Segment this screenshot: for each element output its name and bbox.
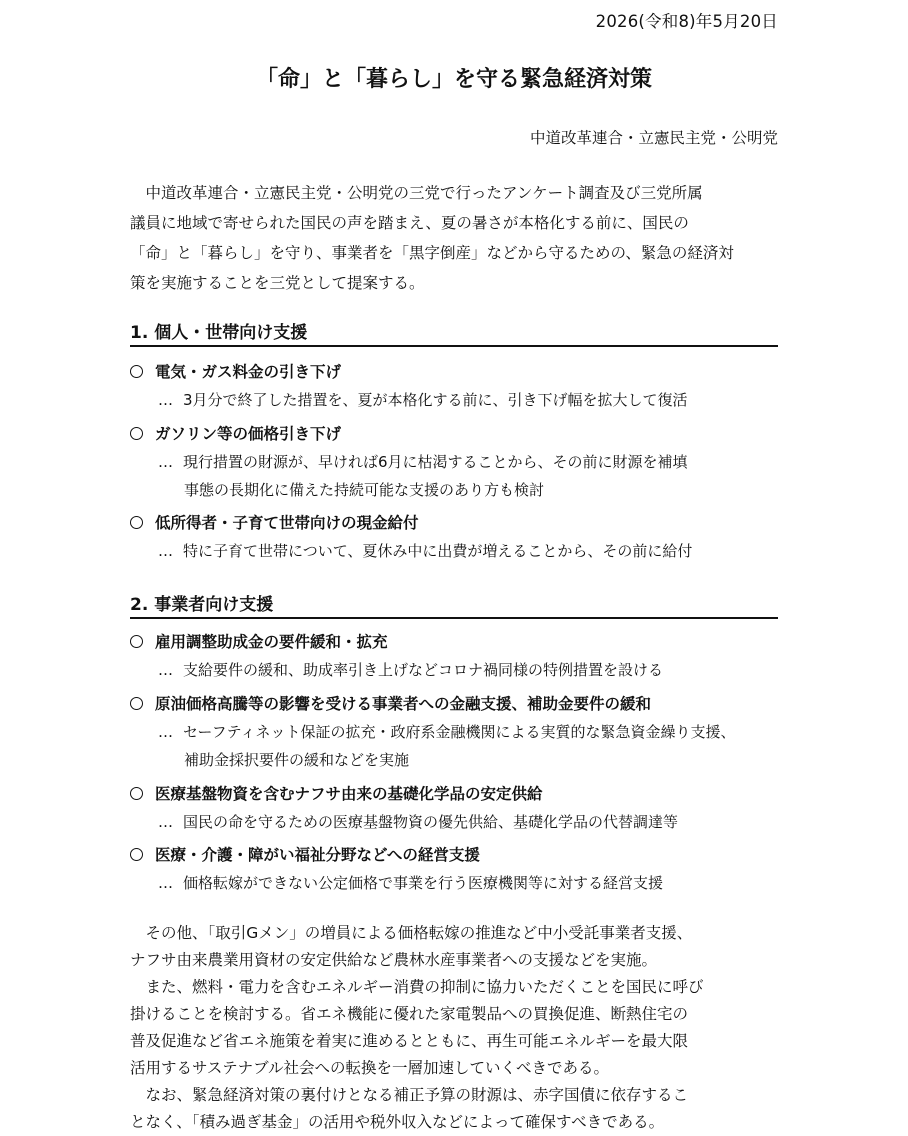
ellipsis-marker: … xyxy=(158,453,173,471)
detail-text: セーフティネット保証の拡充・政府系金融機関による実質的な緊急資金繰り支援、 xyxy=(183,723,736,741)
detail-line xyxy=(158,718,790,746)
ellipsis-marker: … xyxy=(158,813,173,831)
circle-bullet-icon xyxy=(130,365,143,378)
ellipsis-marker: … xyxy=(158,874,173,892)
circle-bullet-icon xyxy=(130,635,143,648)
detail-line xyxy=(158,869,790,897)
closing-line: ナフサ由来農業用資材の安定供給など農林水産事業者への支援などを実施。 xyxy=(130,951,658,969)
list-item xyxy=(130,630,790,684)
intro-line: 「命」と「暮らし」を守り、事業者を「黒字倒産」などから守るための、緊急の経済対 xyxy=(130,244,734,262)
list-item xyxy=(130,843,790,897)
document-authors: 中道改革連合・立憲民主党・公明党 xyxy=(529,129,778,147)
closing-line: なお、緊急経済対策の裏付けとなる補正予算の財源は、赤字国債に依存するこ xyxy=(130,1086,689,1104)
detail-text: 国民の命を守るための医療基盤物資の優先供給、基礎化学品の代替調達等 xyxy=(183,813,679,831)
list-item xyxy=(130,511,790,565)
circle-bullet-icon xyxy=(130,516,143,529)
closing-line: 掛けることを検討する。省エネ機能に優れた家電製品への買換促進、断熱住宅の xyxy=(130,1005,689,1023)
item-title-text: ガソリン等の価格引き下げ xyxy=(155,425,342,443)
item-title-text: 電気・ガス料金の引き下げ xyxy=(155,363,342,381)
item-title xyxy=(130,511,790,533)
ellipsis-marker: … xyxy=(158,661,173,679)
item-detail xyxy=(130,718,790,774)
circle-bullet-icon xyxy=(130,787,143,800)
item-title-text: 低所得者・子育て世帯向けの現金給付 xyxy=(155,514,419,532)
document-date: 2026(令和8)年5月20日 xyxy=(595,12,778,31)
detail-text: 価格転嫁ができない公定価格で事業を行う医療機関等に対する経営支援 xyxy=(183,874,664,892)
detail-line xyxy=(158,808,790,836)
item-title xyxy=(130,630,790,652)
ellipsis-marker: … xyxy=(158,391,173,409)
intro-line: 中道改革連合・立憲民主党・公明党の三党で行ったアンケート調査及び三党所属 xyxy=(130,184,703,202)
detail-line xyxy=(158,537,790,565)
circle-bullet-icon xyxy=(130,427,143,440)
list-item xyxy=(130,360,790,414)
item-title-text: 医療・介護・障がい福祉分野などへの経営支援 xyxy=(155,846,480,864)
item-title xyxy=(130,422,790,444)
intro-paragraph xyxy=(130,178,780,298)
item-detail xyxy=(130,869,790,897)
intro-line: 議員に地域で寄せられた国民の声を踏まえ、夏の暑さが本格化する前に、国民の xyxy=(130,214,689,232)
closing-line: 普及促進など省エネ施策を着実に進めるとともに、再生可能エネルギーを最大限 xyxy=(130,1032,689,1050)
closing-paragraphs xyxy=(130,920,780,1136)
item-detail xyxy=(130,537,790,565)
closing-line: となく、「積み過ぎ基金」の活用や税外収入などによって確保すべきである。 xyxy=(130,1113,665,1131)
list-item xyxy=(130,782,790,836)
item-detail xyxy=(130,386,790,414)
detail-line xyxy=(158,448,790,476)
intro-line: 策を実施することを三党として提案する。 xyxy=(130,274,425,292)
closing-line: その他、「取引Gメン」の増員による価格転嫁の推進など中小受託事業者支援、 xyxy=(130,924,693,942)
detail-text: 特に子育て世帯について、夏休み中に出費が増えることから、その前に給付 xyxy=(183,542,693,560)
item-title xyxy=(130,692,790,714)
item-title-text: 医療基盤物資を含むナフサ由来の基礎化学品の安定供給 xyxy=(155,785,543,803)
detail-line xyxy=(158,386,790,414)
item-detail xyxy=(130,656,790,684)
closing-line: 活用するサステナブル社会への転換を一層加速していくべきである。 xyxy=(130,1059,609,1077)
ellipsis-marker: … xyxy=(158,723,173,741)
detail-line: 事態の長期化に備えた持続可能な支援のあり方も検討 xyxy=(184,481,545,499)
closing-line: また、燃料・電力を含むエネルギー消費の抑制に協力いただくことを国民に呼び xyxy=(130,978,704,996)
circle-bullet-icon xyxy=(130,697,143,710)
item-title-text: 原油価格高騰等の影響を受ける事業者への金融支援、補助金要件の緩和 xyxy=(155,695,652,713)
item-detail xyxy=(130,448,790,504)
detail-text: 3月分で終了した措置を、夏が本格化する前に、引き下げ幅を拡大して復活 xyxy=(183,391,688,409)
item-title-text: 雇用調整助成金の要件緩和・拡充 xyxy=(155,633,388,651)
document-title: 「命」と「暮らし」を守る緊急経済対策 xyxy=(255,67,652,92)
item-title xyxy=(130,360,790,382)
detail-text: 支給要件の緩和、助成率引き上げなどコロナ禍同様の特例措置を設ける xyxy=(183,661,664,679)
item-title xyxy=(130,782,790,804)
circle-bullet-icon xyxy=(130,848,143,861)
section-heading-1: 1. 個人・世帯向け支援 xyxy=(130,318,778,347)
detail-line: 補助金採択要件の緩和などを実施 xyxy=(184,751,410,769)
list-item xyxy=(130,422,790,504)
detail-text: 現行措置の財源が、早ければ6月に枯渇することから、その前に財源を補填 xyxy=(183,453,688,471)
ellipsis-marker: … xyxy=(158,542,173,560)
item-detail xyxy=(130,808,790,836)
detail-line xyxy=(158,656,790,684)
section-heading-2: 2. 事業者向け支援 xyxy=(130,590,778,619)
list-item xyxy=(130,692,790,774)
item-title xyxy=(130,843,790,865)
